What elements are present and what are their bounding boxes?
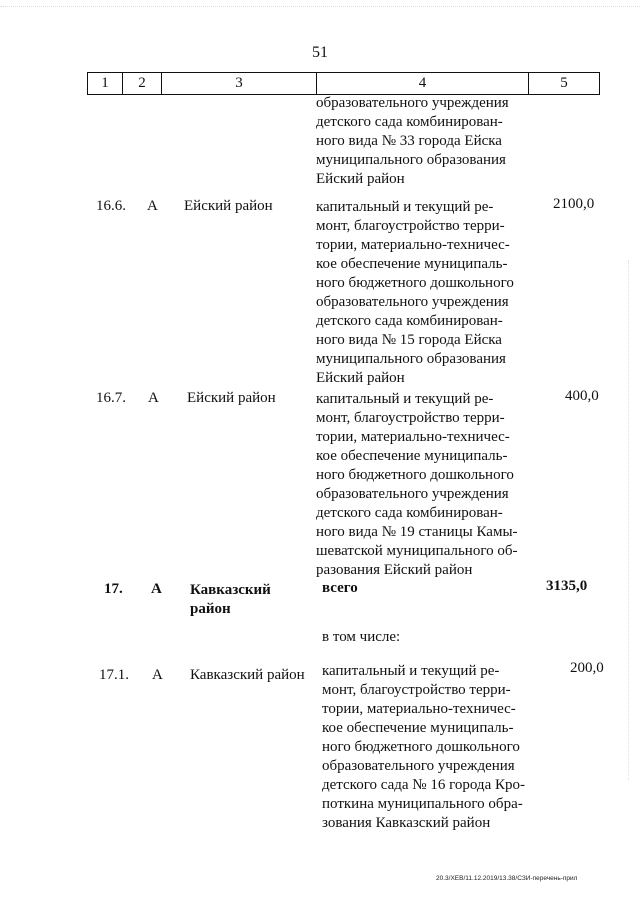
document-footer-code: 20.3/ХЕВ/11.12.2019/13.38/СЗИ-перечень-прил bbox=[436, 875, 578, 882]
row-district: Кавказский район bbox=[190, 667, 305, 683]
row-district: Ейский район bbox=[184, 198, 273, 214]
page-number: 51 bbox=[312, 44, 328, 61]
row-amount: 400,0 bbox=[565, 388, 599, 404]
row-category: А bbox=[152, 667, 163, 683]
row-id: 16.6. bbox=[96, 198, 126, 214]
row-category: А bbox=[147, 198, 158, 214]
header-col-3: 3 bbox=[235, 75, 243, 91]
row-amount: 200,0 bbox=[570, 660, 604, 676]
row-category: А bbox=[148, 390, 159, 406]
header-col-1: 1 bbox=[101, 75, 109, 91]
table-header-row bbox=[87, 72, 600, 95]
scan-top-edge bbox=[0, 0, 640, 7]
row-district: Ейский район bbox=[187, 390, 276, 406]
row-district: Кавказский район bbox=[190, 582, 271, 617]
row-id: 17.1. bbox=[99, 667, 129, 683]
row-description: всего bbox=[322, 580, 358, 596]
row-description: капитальный и текущий ре- монт, благоустройство терри- тории, материально-техничес- кое обеспечение муниципаль- ного бюджетного дошкольного образовательного учреждения детского сада комбинирован- ного вида № 19 станицы Камы- шеватской муниципального об- разования Ейский район bbox=[316, 391, 518, 578]
row-category: А bbox=[151, 581, 162, 597]
row-id: 17. bbox=[104, 581, 123, 597]
header-col-2: 2 bbox=[138, 75, 146, 91]
row-amount: 3135,0 bbox=[546, 578, 588, 594]
row-amount: 2100,0 bbox=[553, 196, 595, 212]
continuation-description: образовательного учреждения детского сада комбинирован- ного вида № 33 города Ейска муниципального образования Ейский район bbox=[316, 95, 509, 187]
header-col-5: 5 bbox=[560, 75, 568, 91]
row-description: капитальный и текущий ре- монт, благоустройство терри- тории, материально-техничес- кое обеспечение муниципаль- ного бюджетного дошкольного образовательного учреждения детского сада комбинирован- ного вида № 15 города Ейска муниципального образования Ейский район bbox=[316, 199, 514, 386]
row-description: капитальный и текущий ре- монт, благоустройство терри- тории, материально-техничес- кое обеспечение муниципаль- ного бюджетного дошкольного образовательного учреждения детского сада № 16 города Кро- поткина муниципального обра- зования Кавказский район bbox=[322, 663, 525, 831]
scan-side-marks bbox=[628, 260, 637, 780]
row-id: 16.7. bbox=[96, 390, 126, 406]
row-subtotal-note: в том числе: bbox=[322, 629, 401, 645]
header-col-4: 4 bbox=[418, 75, 427, 91]
